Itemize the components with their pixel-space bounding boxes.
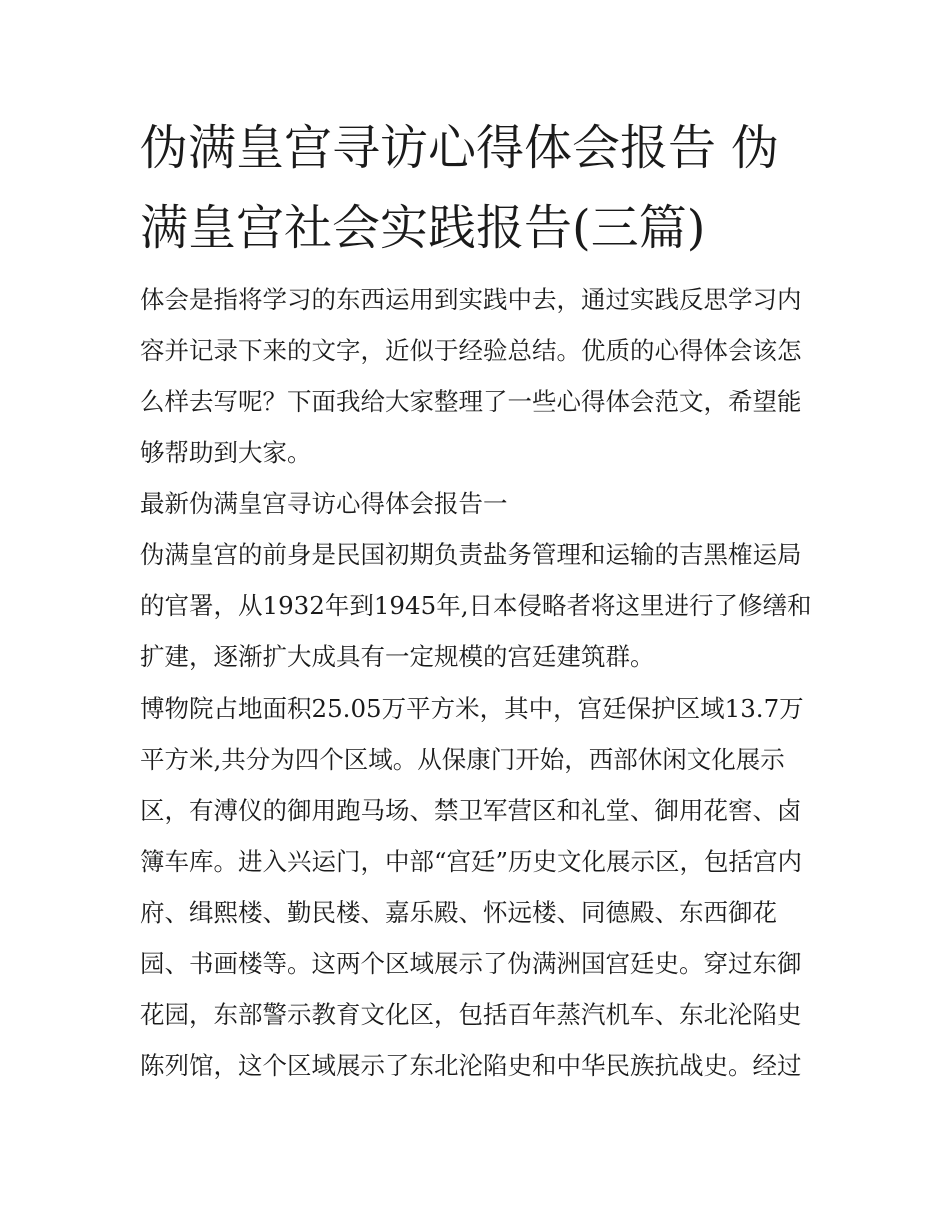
intro-line: 容并记录下来的文字，近似于经验总结。优质的心得体会该怎 (140, 336, 802, 365)
paragraph-line: 陈列馆，这个区域展示了东北沦陷史和中华民族抗战史。经过 (140, 1051, 802, 1080)
intro-line: 体会是指将学习的东西运用到实践中去，通过实践反思学习内 (140, 285, 802, 314)
intro-line: 够帮助到大家。 (140, 438, 312, 467)
paragraph-line: 扩建，逐渐扩大成具有一定规模的宫廷建筑群。 (140, 642, 655, 671)
intro-line: 么样去写呢？下面我给大家整理了一些心得体会范文，希望能 (140, 387, 802, 416)
document-title-line-1: 伪满皇宫寻访心得体会报告 伪 (140, 120, 780, 176)
paragraph-line: 区，有溥仪的御用跑马场、禁卫军营区和礼堂、御用花窖、卤 (140, 796, 802, 825)
paragraph-line: 的官署，从1932年到1945年,日本侵略者将这里进行了修缮和 (140, 591, 812, 620)
paragraph-line: 伪满皇宫的前身是民国初期负责盐务管理和运输的吉黑榷运局 (140, 540, 802, 569)
section-heading: 最新伪满皇宫寻访心得体会报告一 (140, 489, 508, 518)
paragraph-line: 花园，东部警示教育文化区，包括百年蒸汽机车、东北沦陷史 (140, 1000, 802, 1029)
paragraph-line: 簿车库。进入兴运门，中部“宫廷”历史文化展示区，包括宫内 (140, 847, 803, 876)
paragraph-line: 平方米,共分为四个区域。从保康门开始，西部休闲文化展示 (140, 745, 785, 774)
paragraph-line: 园、书画楼等。这两个区域展示了伪满洲国宫廷史。穿过东御 (140, 949, 802, 978)
paragraph-line: 府、缉熙楼、勤民楼、嘉乐殿、怀远楼、同德殿、东西御花 (140, 898, 777, 927)
document-title-line-2: 满皇宫社会实践报告(三篇) (140, 200, 706, 256)
paragraph-line: 博物院占地面积25.05万平方米，其中，宫廷保护区域13.7万 (140, 694, 804, 723)
